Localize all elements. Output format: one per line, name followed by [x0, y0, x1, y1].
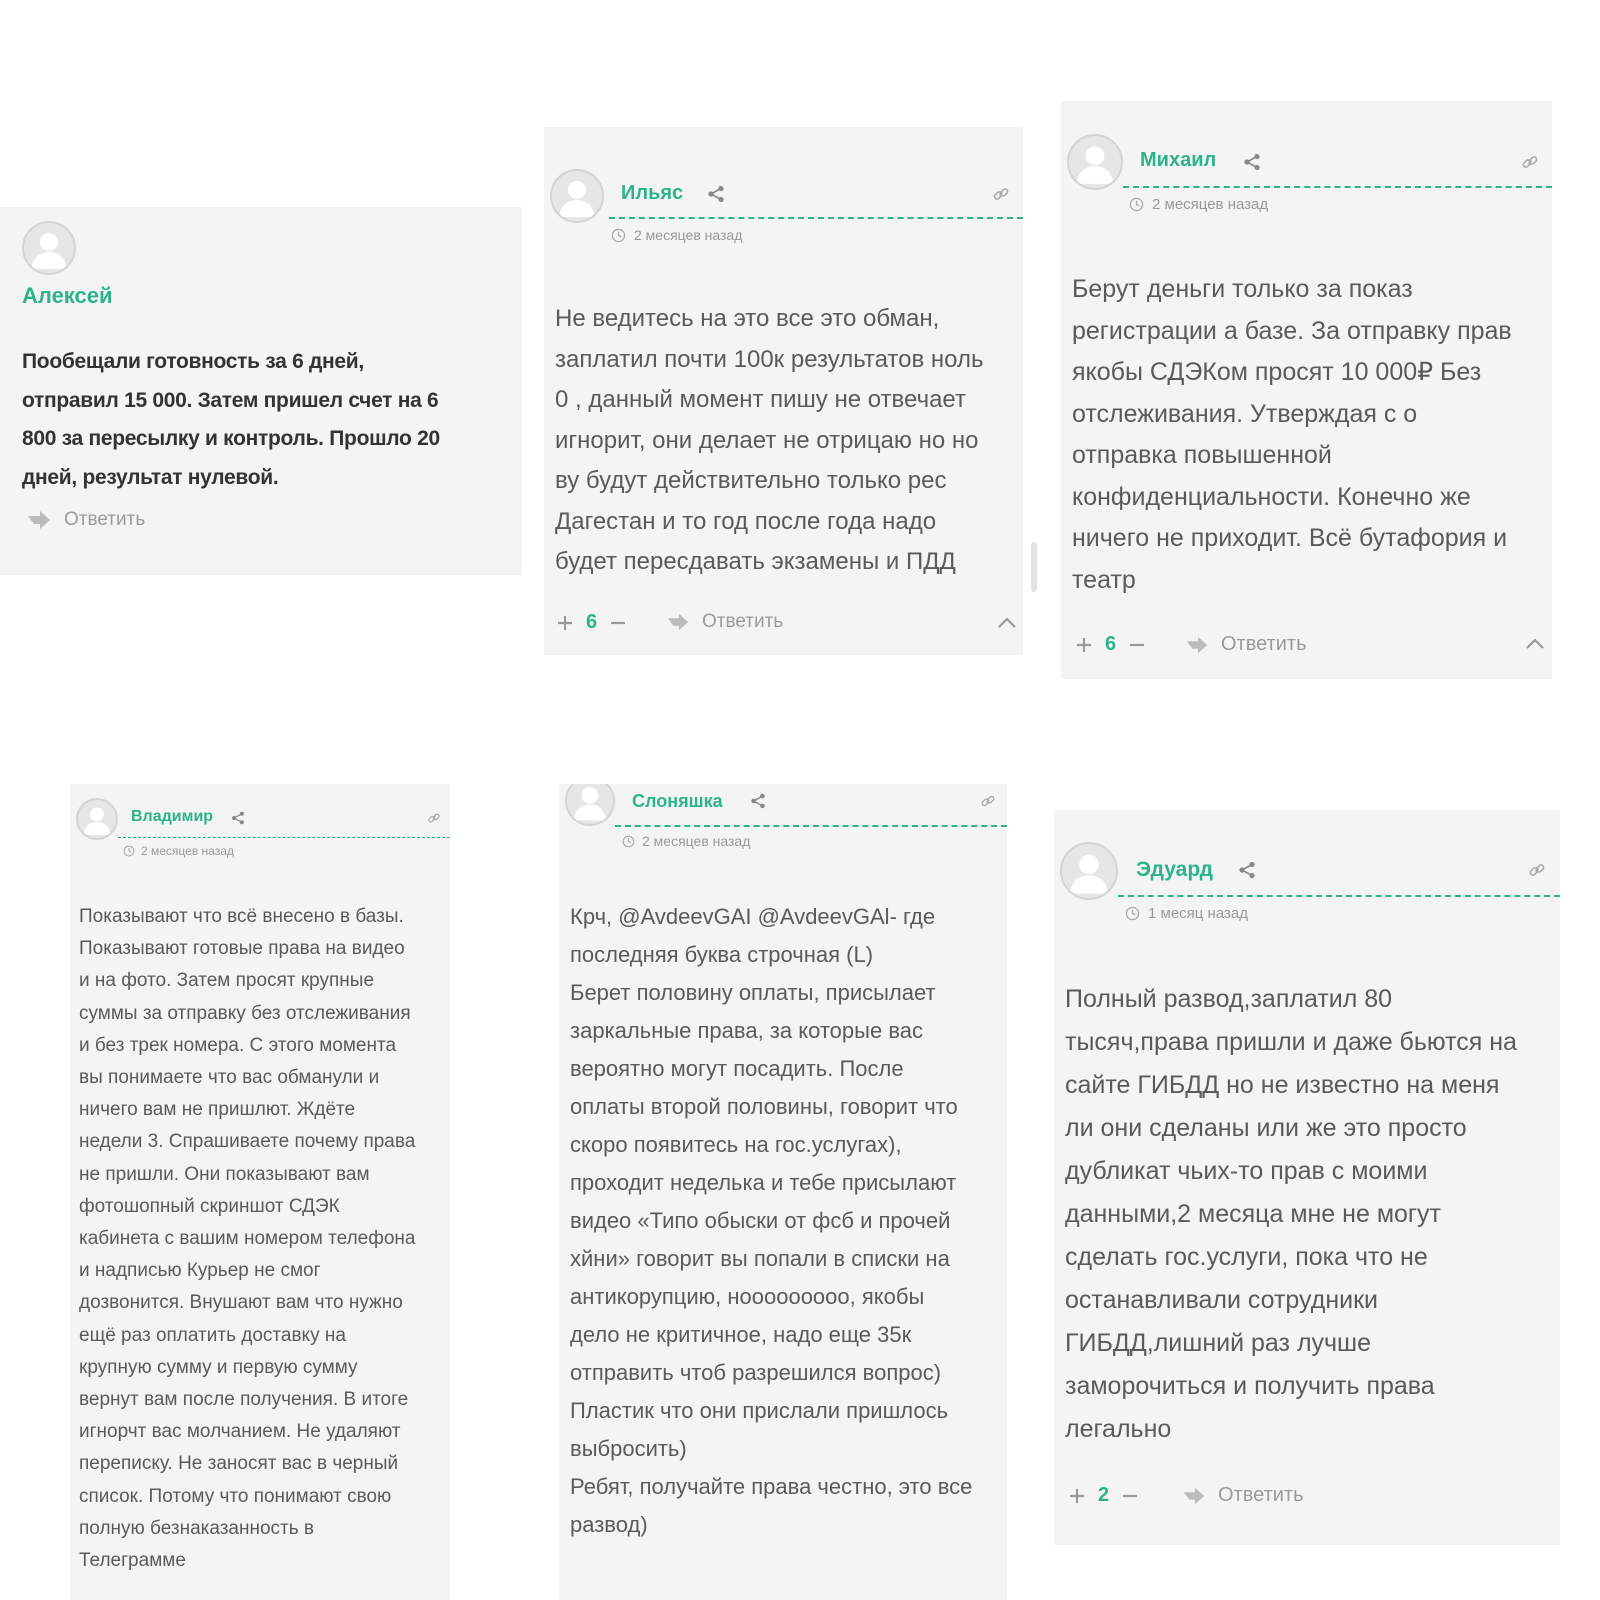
reply-label: Ответить	[702, 611, 784, 632]
comment-card	[1054, 810, 1560, 1545]
user-avatar-icon[interactable]	[22, 221, 76, 275]
user-avatar-icon[interactable]	[550, 169, 604, 223]
link-icon[interactable]	[1528, 861, 1546, 879]
comment-text: Берут деньги только за показ регистрации а базе. За отправку прав якобы СДЭКом просят 10 000₽ Без отслеживания. Утверждая с о отправка повышенной конфиденциальности. Конечно же ничего не приходит. Всё бутафория и театр	[1072, 275, 1512, 594]
comment-card	[544, 127, 1023, 655]
scrollbar[interactable]	[1031, 542, 1037, 592]
clock-icon	[123, 845, 135, 857]
reply-arrow-icon	[1182, 1486, 1206, 1506]
vote-controls	[1068, 1484, 1139, 1507]
comment-author[interactable]: Михаил	[1140, 149, 1217, 171]
header-divider	[609, 217, 1023, 219]
reply-arrow-icon	[1185, 635, 1209, 655]
comment-timestamp: 1 месяц назад	[1125, 905, 1248, 922]
comment-timestamp: 2 месяцев назад	[123, 844, 234, 858]
header-divider	[615, 825, 1007, 827]
comment-author[interactable]: Владимир	[131, 808, 214, 825]
header-divider	[1123, 186, 1552, 188]
reply-button[interactable]	[1185, 633, 1307, 656]
header-divider	[118, 837, 450, 838]
minus-icon[interactable]	[609, 614, 627, 632]
clock-icon	[611, 228, 626, 243]
reply-button[interactable]	[26, 509, 145, 531]
user-avatar-icon[interactable]	[565, 784, 615, 826]
clock-icon	[1129, 197, 1144, 212]
minus-icon[interactable]	[1121, 1487, 1139, 1505]
comment-author[interactable]: Алексей	[22, 283, 113, 308]
share-icon[interactable]	[707, 185, 725, 203]
reply-label: Ответить	[64, 509, 146, 530]
user-avatar-icon[interactable]	[76, 798, 118, 840]
minus-icon[interactable]	[1128, 636, 1146, 654]
comment-text: Не ведитесь на это все это обман, заплатил почти 100к результатов ноль 0 , данный момент пишу не отвечает игнорит, они делает не отрицаю но но ву будут действительно только рес Дагестан и то год после года надо будет пересдавать экзамены и ПДД	[555, 305, 984, 575]
share-icon[interactable]	[231, 811, 245, 825]
vote-count: 2	[1098, 1484, 1110, 1506]
header-divider	[1118, 895, 1560, 897]
share-icon[interactable]	[1238, 861, 1256, 879]
comment-text: Пообещали готовность за 6 дней, отправил 15 000. Затем пришел счет на 6 800 за пересылку и контроль. Прошло 20 дней, результат нулевой.	[22, 350, 440, 489]
share-icon[interactable]	[750, 793, 766, 809]
clock-icon	[622, 835, 635, 848]
reply-button[interactable]	[1182, 1484, 1304, 1507]
comment-text: Показывают что всё внесено в базы. Показывают готовые права на видео и на фото. Затем просят крупные суммы за отправку без отслеживания и без трек номера. С этого момента вы понимаете что вас обманули и ничего вам не пришлют. Ждёте недели 3. Спрашиваете почему права не пришли. Они показывают вам фотошопный скриншот СДЭК кабинета с вашим номером телефона и надписью Курьер не смог дозвонится. Внушают вам что нужно ещё раз оплатить доставку на крупную сумму и первую сумму вернут вам после получения. В итоге игнорчт вас молчанием. Не удаляют переписку. Не заносят вас в черный список. Потому что понимают свою полную безнаказанность в Телеграмме	[79, 906, 416, 1572]
comment-author[interactable]: Ильяс	[621, 182, 684, 204]
reply-button[interactable]	[666, 611, 783, 633]
comment-card	[70, 784, 450, 1600]
share-icon[interactable]	[1243, 153, 1261, 171]
reply-label: Ответить	[1221, 633, 1307, 655]
link-icon[interactable]	[1521, 153, 1539, 171]
comment-author[interactable]: Слоняшка	[632, 791, 723, 811]
chevron-up-icon[interactable]	[997, 615, 1017, 629]
comment-card	[559, 784, 1007, 1600]
comment-author[interactable]: Эдуард	[1136, 858, 1213, 881]
chevron-up-icon[interactable]	[1525, 636, 1545, 650]
link-icon[interactable]	[980, 793, 996, 809]
user-avatar-icon[interactable]	[1060, 842, 1118, 900]
link-icon[interactable]	[992, 185, 1010, 203]
comment-timestamp: 2 месяцев назад	[611, 227, 742, 243]
comment-card	[1061, 101, 1552, 679]
vote-controls	[556, 611, 627, 634]
link-icon[interactable]	[427, 811, 441, 825]
reply-arrow-icon	[26, 510, 52, 530]
comment-text: Полный развод,заплатил 80 тысяч,права пришли и даже бьются на сайте ГИБДД но не известно на меня ли они сделаны или же это просто дубликат чьих-то прав с моими данными,2 месяца мне не могут сделать гос.услуги, пока что не останавливали сотрудники ГИБДД,лишний раз лучше заморочиться и получить права легально	[1065, 985, 1517, 1443]
reply-arrow-icon	[666, 612, 690, 632]
vote-controls	[1075, 633, 1146, 656]
user-avatar-icon[interactable]	[1067, 134, 1123, 190]
comment-timestamp: 2 месяцев назад	[1129, 196, 1268, 213]
plus-icon[interactable]	[556, 614, 574, 632]
comment-timestamp: 2 месяцев назад	[622, 833, 750, 849]
clock-icon	[1125, 906, 1140, 921]
plus-icon[interactable]	[1075, 636, 1093, 654]
comment-card	[0, 207, 522, 575]
vote-count: 6	[586, 611, 598, 633]
reply-label: Ответить	[1218, 1484, 1304, 1506]
plus-icon[interactable]	[1068, 1487, 1086, 1505]
vote-count: 6	[1105, 633, 1117, 655]
comment-text: Крч, @AvdeevGAI @AvdeevGAl- где последняя буква строчная (L) Берет половину оплаты, присылает заркальные права, за которые вас вероятно могут посадить. После оплаты второй половины, говорит что скоро появитесь на гос.услугах), проходит неделька и тебе присылают видео «Типо обыски от фсб и прочей хйни» говорит вы попали в списки на антикорупцию, нооооооооо, якобы дело не критичное, надо еще 35к отправить чтоб разрешился вопрос) Пластик что они прислали пришлось выбросить) Ребят, получайте права честно, это все развод)	[570, 904, 973, 1537]
